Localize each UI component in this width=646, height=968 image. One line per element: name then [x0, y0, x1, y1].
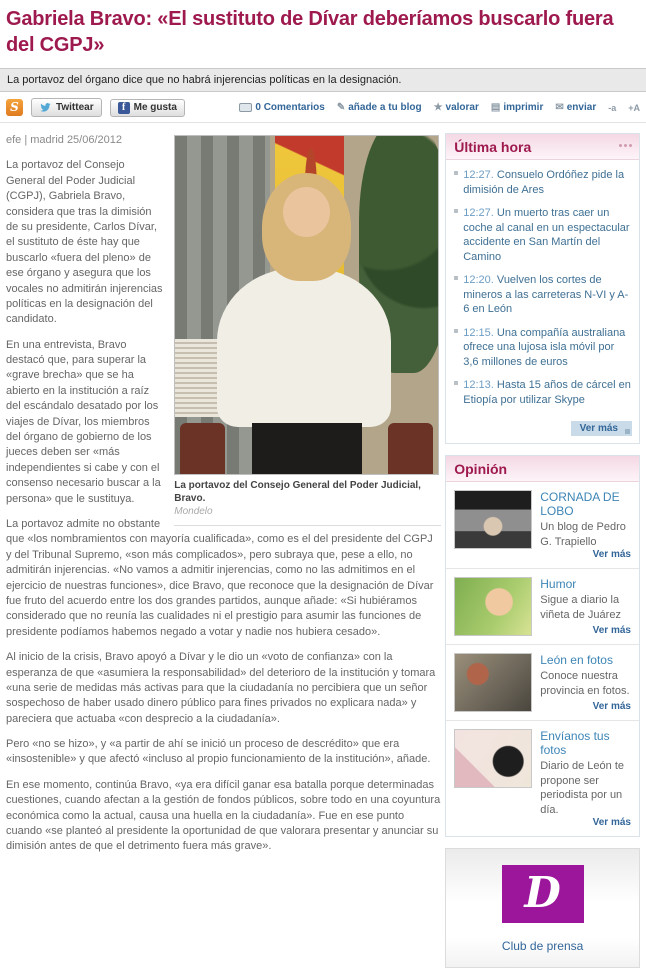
woman-jacket: [217, 268, 391, 427]
news-item[interactable]: [454, 168, 631, 197]
comments-label: 0 Comentarios: [255, 102, 325, 113]
opinion-item-title[interactable]: CORNADA DE LOBO: [540, 490, 620, 519]
article-photo: [174, 135, 439, 475]
bullet-icon: [454, 329, 458, 333]
facebook-like-button[interactable]: [110, 99, 185, 117]
opinion-section: [445, 455, 640, 837]
opinion-item: [446, 482, 639, 569]
article-paragraph: En ese momento, continúa Bravo, «ya era difícil ganar esa batalla porque determinadas cuestiones, cuando afectan a la gestión de fondos públicos, sobre todo en una coyuntura económica como la actual, causa una huella en la ciudadanía». Fue en ese punto cuando «se planteó al presidente la oportunidad de que valorara presentar y anunciar su dimisión antes de que el detrimento fuera más grave».: [6, 778, 441, 853]
share-icon[interactable]: S: [6, 99, 23, 116]
news-headline: Consuelo Ordóñez pide la dimisión de Ares: [463, 169, 625, 196]
news-headline: Vuelven los cortes de mineros a las carreteras N-VI y A-6 en León: [463, 274, 629, 316]
ultima-hora-title: Última hora: [454, 139, 532, 155]
twitter-share-button[interactable]: [31, 98, 102, 117]
bullet-icon: [454, 381, 458, 385]
printer-icon: ▤: [490, 102, 501, 113]
article-paragraph: La portavoz admite no obstante que «los nombramientos con mayoría cualificada», como es el del presidente del CGPJ y del Tribunal Supremo, «son más complicados», pero subraya que, pese a ello, no admitirán injerencias. «No vamos a admitir injerencias, como no las admitimos en el ejercicio de nuestras funciones», dice Bravo, que reconoce que la designación de Dívar fue fruto del acuerdo entre los dos grandes partidos, aunque añade: «Si hubiéramos considerado que no reunía las cualidades ni el prestigio para asumir las funciones de presidente podíamos habemos negado a votar y nadie nos hubiera cesado».: [6, 517, 434, 638]
article-paragraph: Pero «no se hizo», y «a partir de ahí se inició un proceso de descrédito» que era «insostenible» y que afectó «incluso al propio funcionamiento de la institución», añade.: [6, 738, 431, 766]
opinion-item-title[interactable]: Humor: [540, 577, 577, 592]
article-paragraph: En una entrevista, Bravo destacó que, para superar la «grave brecha» que se ha abierto en la institución a raíz del escándalo desatado por los viajes de Dívar, los miembros del órgano de gobierno de los jueces deben ser «más independientes si cabe y con el consenso necesario buscar a la persona» que le sustituya.: [6, 338, 161, 505]
dots-icon: [619, 144, 632, 147]
ultima-hora-footer: [446, 418, 639, 443]
ultima-hora-header: [446, 134, 639, 160]
club-de-prensa-section: [445, 848, 640, 968]
ver-mas-link[interactable]: Ver más: [592, 701, 631, 713]
humor-thumbnail[interactable]: [454, 577, 532, 636]
news-headline: Hasta 15 años de cárcel en Etiopía por utilizar Skype: [463, 379, 631, 406]
opinion-item-title[interactable]: León en fotos: [540, 653, 613, 668]
ver-mas-label: Ver más: [579, 423, 618, 435]
font-smaller-button[interactable]: -a: [608, 102, 617, 113]
add-to-blog-link[interactable]: [337, 102, 422, 113]
opinion-item-desc: Un blog de Pedro G. Trapiello: [540, 521, 626, 548]
main-content: [0, 123, 646, 968]
ver-mas-link[interactable]: Ver más: [592, 817, 631, 829]
opinion-item-body: [540, 653, 631, 712]
comment-bubble-icon: [239, 103, 252, 112]
send-link[interactable]: [555, 102, 596, 113]
page-title: Gabriela Bravo: «El sustituto de Dívar deberíamos buscarlo fuera del CGPJ»: [6, 8, 614, 56]
twitter-bird-icon: [39, 101, 52, 114]
opinion-header: [446, 456, 639, 482]
opinion-item-desc: Conoce nuestra provincia en fotos.: [540, 670, 630, 697]
leon-fotos-thumbnail[interactable]: [454, 653, 532, 712]
opinion-item-body: [540, 577, 631, 636]
article-body: [6, 133, 441, 865]
twitter-share-label: Twittear: [56, 102, 94, 113]
photo-caption: La portavoz del Consejo General del Poder Judicial, Bravo.: [174, 480, 421, 504]
add-to-blog-label: añade a tu blog: [348, 102, 422, 113]
news-time: 12:13.: [463, 379, 494, 392]
facebook-like-label: Me gusta: [133, 102, 177, 113]
print-label: imprimir: [503, 102, 544, 113]
opinion-item: [446, 569, 639, 645]
photo-credit: Mondelo: [174, 506, 213, 517]
font-larger-button[interactable]: +A: [628, 102, 640, 113]
news-item[interactable]: [454, 273, 631, 317]
news-item[interactable]: [454, 378, 631, 407]
cornada-thumbnail[interactable]: [454, 490, 532, 549]
opinion-item-desc: Diario de León te propone ser periodista por un día.: [540, 760, 625, 816]
opinion-item-title[interactable]: Envíanos tus fotos: [540, 729, 610, 758]
article-paragraph: La portavoz del Consejo General del Poder Judicial (CGPJ), Gabriela Bravo, considera que tras la dimisión de su presidente, Carlos Dívar, el sustituto de éste hay que buscarlo «fuera del pleno» de ese órgano y asegura que los vocales no admitirán injerencias políticas en la designación del candidato.: [6, 159, 163, 326]
woman-skirt: [252, 423, 362, 474]
opinion-item: [446, 645, 639, 721]
diario-de-leon-logo[interactable]: D: [502, 865, 584, 923]
ver-mas-button[interactable]: [571, 421, 632, 436]
rate-label: valorar: [445, 102, 479, 113]
opinion-item-desc: Sigue a diario la viñeta de Juárez: [540, 594, 621, 621]
club-de-prensa-link[interactable]: Club de prensa: [501, 939, 584, 954]
comments-link[interactable]: [239, 102, 324, 113]
corner-icon: [625, 429, 630, 434]
news-time: 12:27.: [463, 169, 494, 181]
social-action-bar: [0, 92, 646, 123]
print-link[interactable]: [491, 102, 543, 113]
star-icon: ★: [433, 102, 443, 113]
bullet-icon: [454, 276, 458, 280]
facebook-icon: f: [118, 102, 130, 114]
ver-mas-link[interactable]: Ver más: [592, 549, 631, 561]
article-paragraph: Al inicio de la crisis, Bravo apoyó a Dívar y le dio un «voto de confianza» con la esperanza de que «asumiera la responsabilidad» del deterioro de la institución y tomara «una serie de medidas más activas para que la ciudadanía no percibiera que un señor sospechoso de haber usado dinero público para fines privados no explicara nada» y pareciera que actuaba «con desprecio a la ciudadanía».: [6, 651, 436, 725]
news-headline: Una compañía australiana ofrece una lujosa isla móvil por 3,6 millones de euros: [463, 326, 626, 368]
news-time: 12:15.: [463, 326, 494, 339]
chair-armrest-left: [180, 423, 225, 474]
article-actions: [239, 102, 640, 113]
opinion-item: [446, 721, 639, 836]
ultima-hora-section: [445, 133, 640, 444]
news-item[interactable]: [454, 326, 631, 370]
ver-mas-link[interactable]: Ver más: [592, 625, 631, 637]
opinion-item-body: [540, 490, 631, 560]
pencil-icon: ✎: [336, 102, 346, 113]
rate-link[interactable]: [434, 102, 479, 113]
chair-armrest-right: [388, 423, 433, 474]
envelope-icon: ✉: [555, 102, 564, 113]
sidebar: [445, 133, 640, 968]
article-page: [0, 6, 646, 968]
bullet-icon: [454, 171, 458, 175]
news-headline: Un muerto tras caer un coche al canal en un espectacular accidente en San Martín del Camino: [463, 207, 630, 263]
bullet-icon: [454, 209, 458, 213]
news-time: 12:20.: [463, 274, 494, 287]
article-subtitle: La portavoz del órgano dice que no habrá injerencias políticas en la designación.: [0, 68, 646, 92]
send-label: enviar: [566, 102, 597, 113]
article-figure: [174, 135, 441, 526]
byline: efe | madrid 25/06/2012: [6, 134, 122, 146]
ultima-hora-list: [446, 160, 639, 418]
share-buttons: [6, 98, 185, 117]
opinion-title: Opinión: [454, 461, 508, 478]
envianos-fotos-thumbnail[interactable]: [454, 729, 532, 788]
opinion-item-body: [540, 729, 631, 828]
news-item[interactable]: [454, 206, 631, 264]
news-time: 12:27.: [463, 207, 494, 220]
